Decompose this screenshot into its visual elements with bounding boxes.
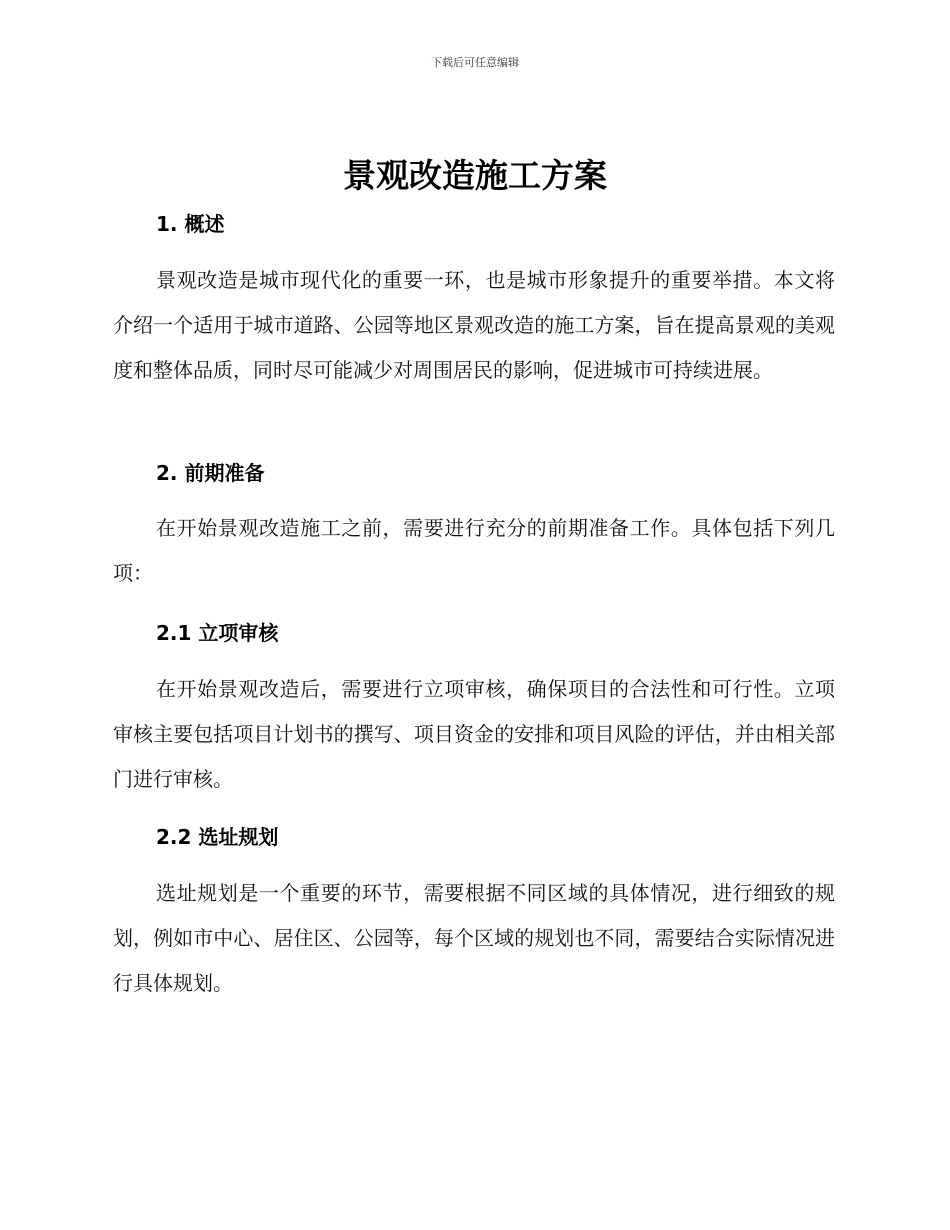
section-heading-overview: 1. 概述 [156, 212, 225, 236]
section-heading-preparation: 2. 前期准备 [156, 461, 265, 485]
section-body-preparation: 在开始景观改造施工之前，需要进行充分的前期准备工作。具体包括下列几项： [113, 516, 835, 585]
section-heading-project-approval: 2.1 立项审核 [156, 621, 279, 645]
section-body-project-approval: 在开始景观改造后，需要进行立项审核，确保项目的合法性和可行性。立项审核主要包括项目计划书的撰写、项目资金的安排和项目风险的评估，并由相关部门进行审核。 [113, 677, 835, 791]
page-header-note: 下载后可任意编辑 [431, 56, 519, 69]
section-body-overview: 景观改造是城市现代化的重要一环，也是城市形象提升的重要举措。本文将介绍一个适用于城市道路、公园等地区景观改造的施工方案，旨在提高景观的美观度和整体品质，同时尽可能减少对周围居民的影响，促进城市可持续进展。 [113, 268, 835, 382]
section-heading-site-planning: 2.2 选址规划 [156, 825, 279, 849]
section-body-site-planning: 选址规划是一个重要的环节，需要根据不同区域的具体情况，进行细致的规划，例如市中心、居住区、公园等，每个区域的规划也不同，需要结合实际情况进行具体规划。 [113, 881, 835, 995]
document-title: 景观改造施工方案 [343, 156, 607, 195]
